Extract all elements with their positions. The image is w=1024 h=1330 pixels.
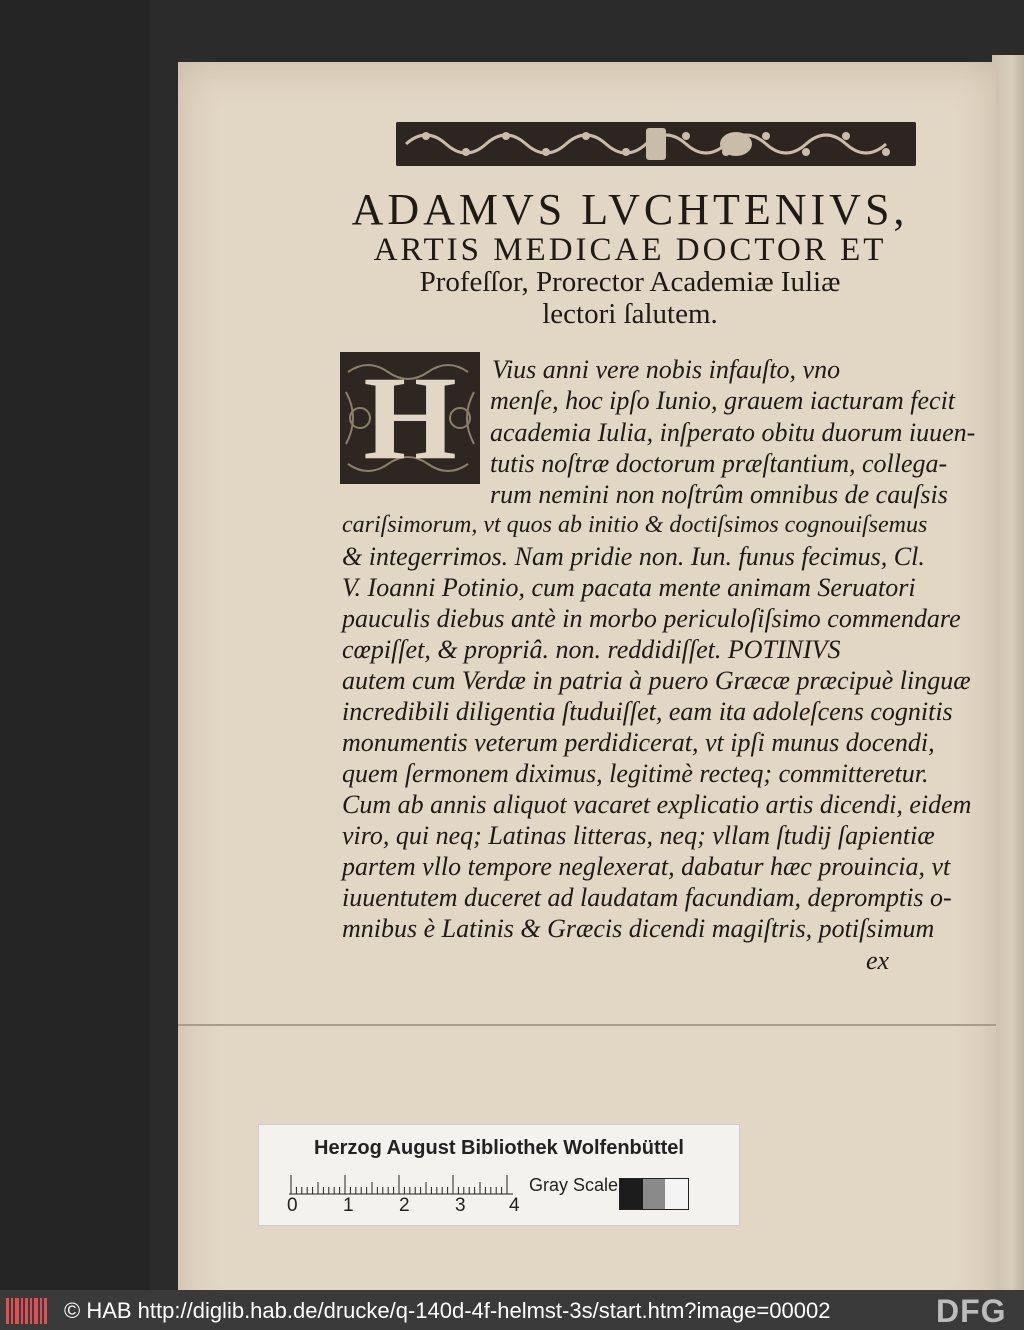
heading-role: Profeſſor, Prorector Academiæ Iuliæ	[419, 266, 841, 298]
text-line: partem vllo tempore neglexerat, dabatur hæc prouincia, vt	[342, 852, 951, 881]
color-calibration-label	[258, 1124, 740, 1226]
heading-title: ARTIS MEDICAE DOCTOR ET	[373, 232, 887, 268]
ruler-number: 2	[399, 1195, 410, 1216]
ruler-number: 4	[509, 1195, 520, 1216]
gray-swatch-mid	[643, 1179, 666, 1209]
text-line: cariſsimorum, vt quos ab initio & doctiſsimos cognouiſsemus	[342, 512, 928, 538]
text-line: V. Ioanni Potinio, cum pacata mente animam Seruatori	[342, 573, 916, 602]
next-page-edge	[992, 55, 1024, 1290]
gray-swatch-dark	[620, 1179, 643, 1209]
text-line: tutis noſtræ doctorum præſtantium, collega-	[490, 449, 948, 478]
heading-salutation: lectori ſalutem.	[542, 298, 718, 330]
decorated-initial-icon	[340, 352, 480, 484]
source-url[interactable]: © HAB http://diglib.hab.de/drucke/q-140d-4f-helmst-3s/start.htm?image=00002	[64, 1298, 831, 1323]
gray-scale-swatches	[619, 1178, 689, 1210]
page-fold-line	[178, 1024, 996, 1026]
ruler-number: 3	[455, 1195, 466, 1216]
barcode-icon	[6, 1298, 48, 1324]
text-line: menſe, hoc ipſo Iunio, grauem iacturam fecit	[490, 386, 956, 415]
text-line: pauculis diebus antè in morbo periculoſiſsimo commendare	[342, 604, 961, 633]
text-line: viro, qui neq; Latinas litteras, neq; vllam ſtudij ſapientiæ	[342, 821, 935, 850]
initial-letter: H	[363, 352, 457, 484]
heading-author: ADAMVS LVCHTENIVS,	[351, 185, 909, 234]
text-line: academia Iulia, inſperato obitu duorum iuuen-	[490, 418, 976, 447]
catchword: ex	[866, 946, 890, 975]
text-line: Cum ab annis aliquot vacaret explicatio artis dicendi, eidem	[342, 790, 972, 819]
library-name: Herzog August Bibliothek Wolfenbüttel	[314, 1137, 684, 1159]
text-line: Vius anni vere nobis infauſto, vno	[492, 355, 841, 384]
text-line: & integerrimos. Nam pridie non. Iun. funus fecimus, Cl.	[342, 542, 925, 571]
text-line: quem ſermonem diximus, legitimè recteq; committeretur.	[342, 759, 929, 788]
dfg-logo: DFG	[936, 1293, 1007, 1329]
gray-scale-label: Gray Scale	[529, 1175, 619, 1195]
text-line: monumentis veterum perdidicerat, vt ipſi munus docendi,	[342, 728, 935, 757]
text-line: incredibili diligentia ſtuduiſſet, eam ita adoleſcens cognitis	[342, 697, 953, 726]
text-line: iuuentutem duceret ad laudatam facundiam, depromptis o-	[342, 883, 952, 912]
scan-background-left	[0, 0, 150, 1290]
text-line: cœpiſſet, & propriâ. non. reddidiſſet. POTINIVS	[342, 635, 841, 664]
text-line: autem cum Verdæ in patria à puero Græcæ præcipuè linguæ	[342, 666, 971, 695]
ruler-number: 1	[343, 1195, 354, 1216]
ornamental-headpiece-icon	[396, 122, 916, 166]
ruler-icon	[289, 1175, 513, 1195]
ruler-number: 0	[287, 1195, 298, 1216]
ruler-numbers	[283, 1195, 523, 1219]
text-line: rum nemini non noſtrûm omnibus de cauſsis	[490, 480, 948, 509]
gray-swatch-light	[665, 1179, 688, 1209]
text-line: mnibus è Latinis & Græcis dicendi magiſtris, potiſsimum	[342, 914, 935, 943]
footer-bar	[0, 1290, 1024, 1330]
